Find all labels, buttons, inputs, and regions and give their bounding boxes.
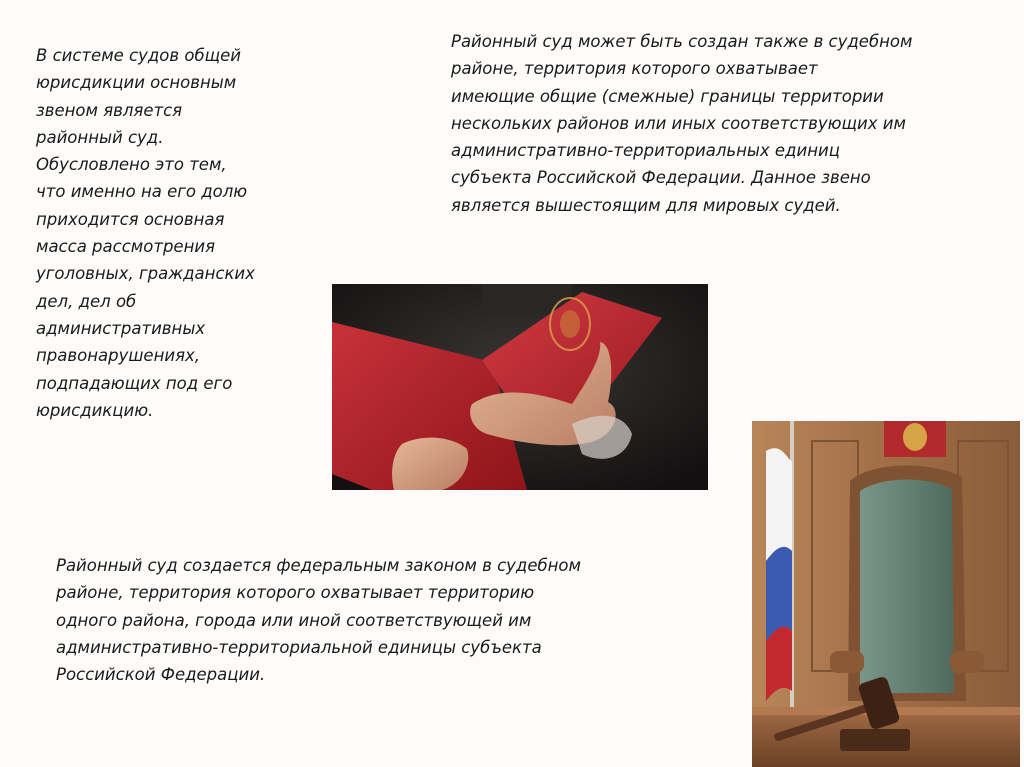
text-block-top-right: Районный суд может быть создан также в судебном районе, территория которого охватывает имеющие общие (смежные) границы территории нескольких районов или иных соответствующих им административно-территориальных единиц субъекта Российской Федерации. Данное звено является вышестоящим для мировых судей. bbox=[451, 32, 913, 215]
courtroom-photo bbox=[752, 421, 1020, 767]
courtroom-photo-illustration bbox=[752, 421, 1020, 767]
book-photo-illustration bbox=[332, 284, 708, 490]
text-block-bottom: Районный суд создается федеральным законом в судебном районе, территория которого охватывает территорию одного района, города или иной соответствующей им административно-территориальной единицы субъекта Российской Федерации. bbox=[56, 556, 581, 685]
text-block-left: В системе судов общей юрисдикции основным звеном является районный суд. Обусловлено это тем, что именно на его долю приходится основная масса рассмотрения уголовных, гражданских дел, дел об административных правонарушениях, подпадающих под его юрисдикцию. bbox=[36, 46, 255, 420]
book-photo bbox=[332, 284, 708, 490]
